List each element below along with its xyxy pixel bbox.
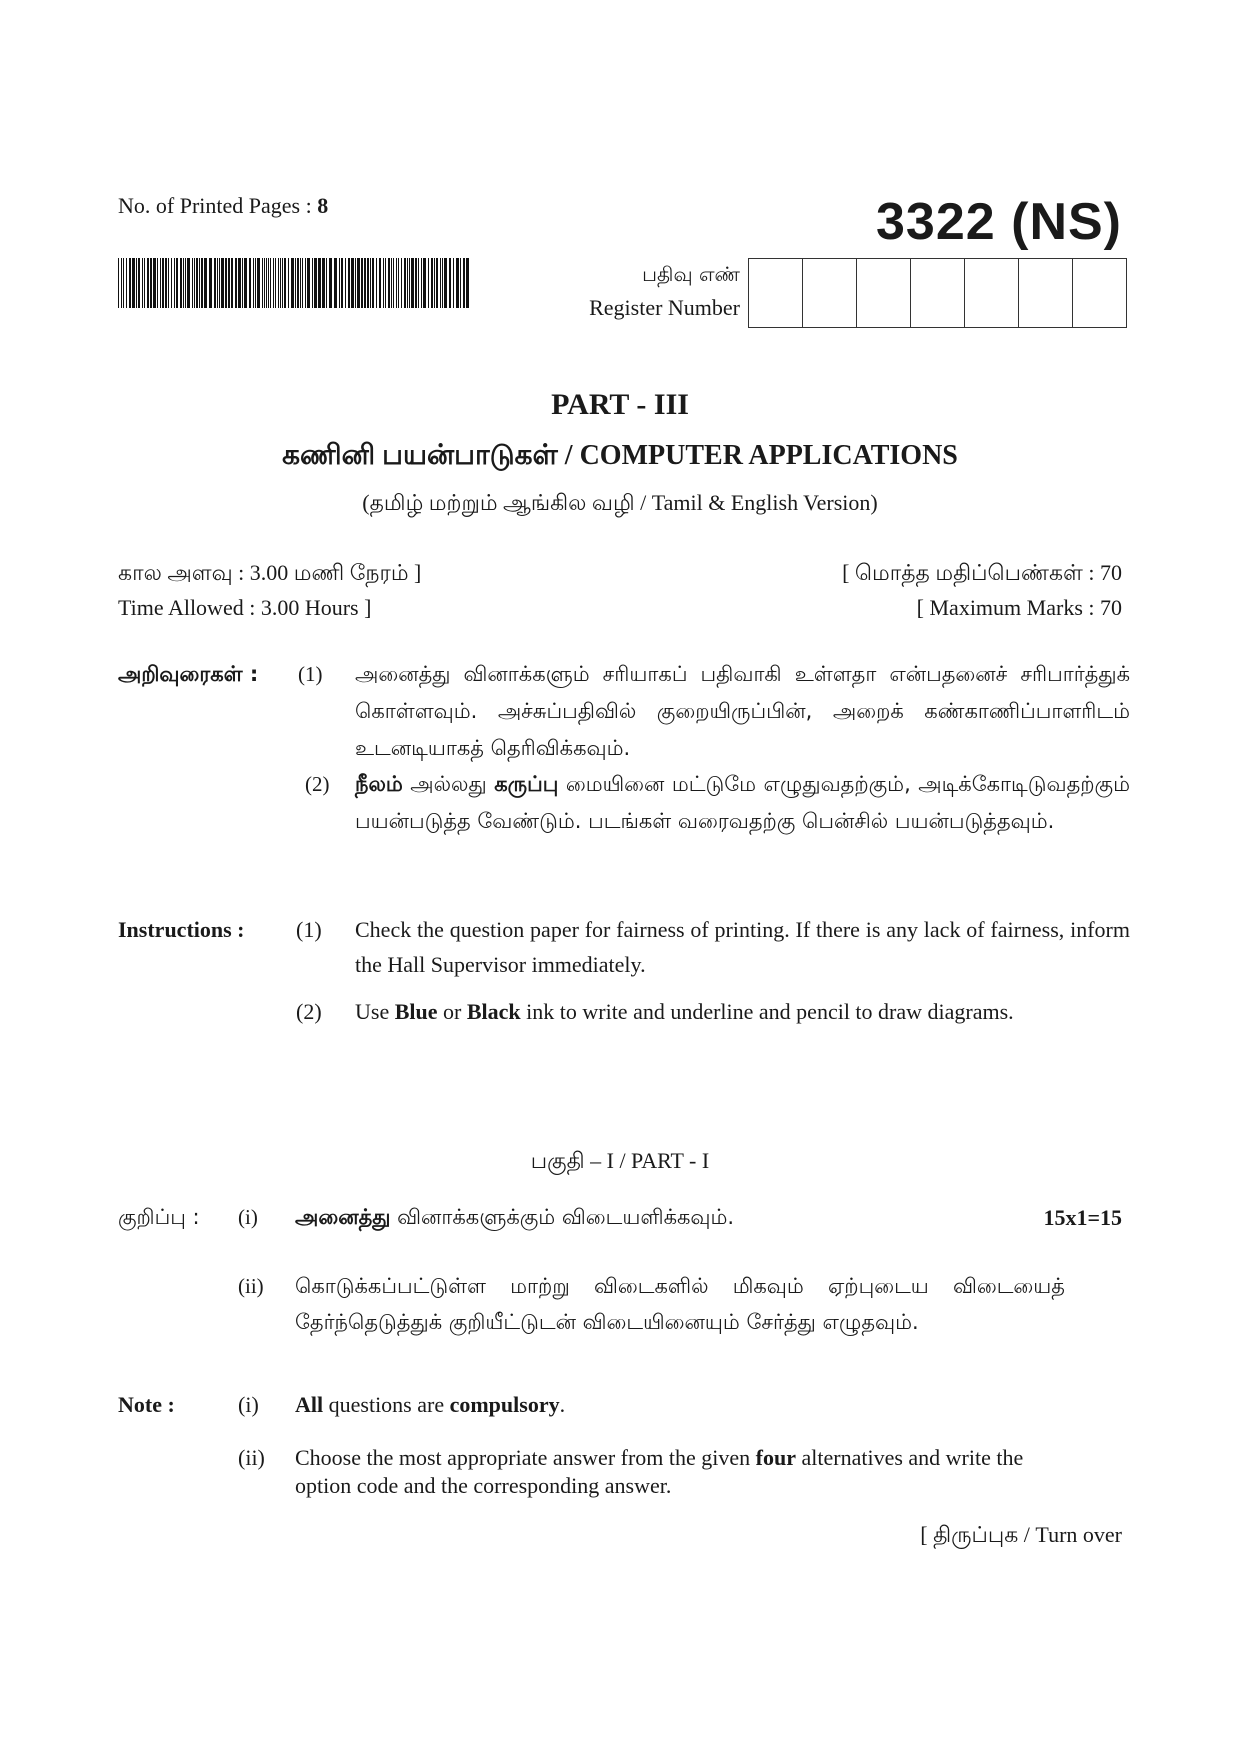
note-en-label: Note :	[118, 1392, 175, 1417]
note-ta-1-text	[295, 1205, 734, 1232]
ink-blue-ta: நீலம்	[355, 772, 403, 796]
note-en-all: All	[295, 1392, 324, 1417]
time-allowed-en: Time Allowed : 3.00 Hours ]	[118, 595, 372, 620]
instruction-en-1-number: (1)	[296, 917, 322, 942]
register-box	[1019, 259, 1073, 327]
instruction-en-2-b: or	[437, 999, 467, 1024]
note-ta-1-rest: வினாக்களுக்கும் விடையளிக்கவும்.	[390, 1205, 735, 1229]
printed-pages-label: No. of Printed Pages :	[118, 193, 318, 218]
register-number-boxes	[748, 258, 1127, 328]
note-en-four: four	[755, 1445, 796, 1470]
subject-title: கணினி பயன்பாடுகள் / COMPUTER APPLICATIONS	[282, 440, 958, 471]
instruction-en-2-a: Use	[355, 999, 395, 1024]
note-en-2-number: (ii)	[238, 1445, 265, 1470]
ink-black-en: Black	[466, 999, 521, 1024]
section-title: பகுதி – I / PART - I	[530, 1148, 710, 1173]
note-en-compulsory: compulsory	[449, 1392, 560, 1417]
printed-pages-value: 8	[317, 193, 329, 218]
register-label-en: Register Number	[589, 295, 740, 320]
time-allowed-ta: கால அளவு : 3.00 மணி நேரம் ]	[118, 560, 422, 585]
printed-pages	[118, 193, 328, 219]
instruction-en-2-number: (2)	[296, 999, 322, 1024]
instructions-en-label: Instructions :	[118, 917, 245, 942]
note-ta-2-text: கொடுக்கப்பட்டுள்ள மாற்று விடைகளில் மிகவும் ஏற்புடைய விடையைத் தேர்ந்தெடுத்துக் குறியீட்டுடன் விடையினையும் சேர்த்து எழுதவும்.	[295, 1274, 1065, 1334]
register-number-label	[530, 258, 740, 324]
note-ta-1-bold: அனைத்து	[295, 1205, 391, 1229]
marks-scheme: 15x1=15	[1043, 1205, 1122, 1230]
instruction-ta-2-rest: மையினை மட்டுமே எழுதுவதற்கும், அடிக்கோடிடுவதற்கும் பயன்படுத்த வேண்டும். படங்கள் வரைவதற்கு பென்சில் பயன்படுத்தவும்.	[355, 772, 1130, 833]
instruction-en-2-c: ink to write and underline and pencil to draw diagrams.	[520, 999, 1014, 1024]
note-en-1-number: (i)	[238, 1392, 259, 1417]
instruction-ta-2-text	[355, 766, 1130, 840]
note-ta-1-number: (i)	[238, 1205, 258, 1229]
note-ta-label: குறிப்பு :	[118, 1205, 200, 1229]
note-en-2-text	[295, 1444, 1065, 1500]
register-box	[749, 259, 803, 327]
instruction-ta-1-number: (1)	[298, 662, 323, 686]
register-label-ta: பதிவு எண்	[642, 262, 740, 286]
turn-over: [ திருப்புக / Turn over	[920, 1522, 1122, 1547]
instruction-ta-2-mid: அல்லது	[402, 772, 495, 796]
paper-code: 3322 (NS)	[876, 193, 1122, 251]
version-line: (தமிழ் மற்றும் ஆங்கில வழி / Tamil & English Version)	[362, 490, 878, 515]
note-en-2-a: Choose the most appropriate answer from the given	[295, 1445, 756, 1470]
ink-blue-en: Blue	[394, 999, 438, 1024]
instruction-en-1-text: Check the question paper for fairness of printing. If there is any lack of fairness, inform the Hall Supervisor immediately.	[355, 917, 1130, 977]
register-box	[911, 259, 965, 327]
part-title: PART - III	[551, 388, 689, 421]
note-en-1-text	[295, 1392, 565, 1418]
instruction-en-2-text	[355, 994, 1145, 1029]
note-ta-2-number: (ii)	[238, 1274, 264, 1298]
maximum-marks-en: [ Maximum Marks : 70	[916, 595, 1122, 620]
note-en-1-end: .	[559, 1392, 566, 1417]
ink-black-ta: கருப்பு	[494, 772, 559, 796]
instruction-ta-2-number: (2)	[305, 772, 330, 796]
barcode-image	[118, 258, 470, 308]
maximum-marks-ta: [ மொத்த மதிப்பெண்கள் : 70	[842, 560, 1122, 585]
instruction-ta-1-text: அனைத்து வினாக்களும் சரியாகப் பதிவாகி உள்ளதா என்பதனைச் சரிபார்த்துக் கொள்ளவும். அச்சுப்பதிவில் குறையிருப்பின், அறைக் கண்காணிப்பாளரிடம் உடனடியாகத் தெரிவிக்கவும்.	[355, 662, 1130, 760]
instructions-ta-label: அறிவுரைகள் :	[118, 662, 259, 686]
register-box	[857, 259, 911, 327]
note-en-2-b: alternatives and write the option code and the corresponding answer.	[295, 1445, 1024, 1498]
register-box	[1073, 259, 1126, 327]
register-box	[803, 259, 857, 327]
note-en-1-mid: questions are	[323, 1392, 450, 1417]
register-box	[965, 259, 1019, 327]
